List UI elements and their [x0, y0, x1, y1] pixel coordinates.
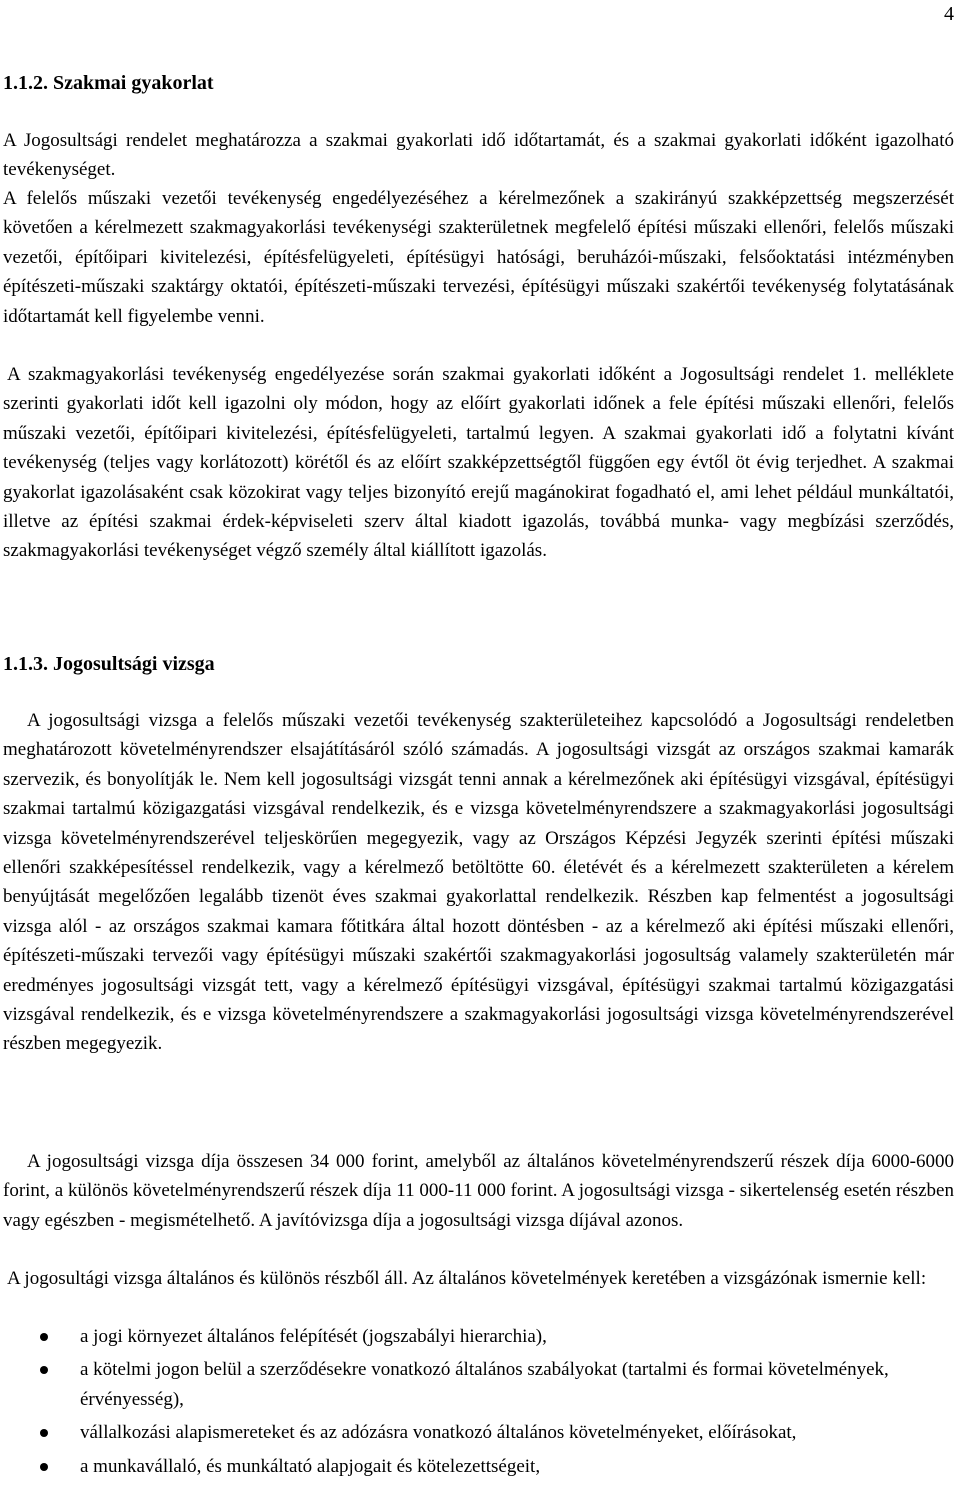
list-item-text: vállalkozási alapismereteket és az adózásra vonatkozó általános követelményeket, előírásokat, — [80, 1422, 797, 1444]
paragraph: A felelős műszaki vezetői tevékenység engedélyezéséhez a kérelmezőnek a szakirányú szakképzettség megszerzését követően a kérelmezett szakmagyakorlási tevékenységi szakterületnek megfelelő építési műszaki ellenőri, felelős műszaki vezetői, építőipari kivitelezési, építésfelügyeleti, építésügyi hatósági, beruházói-műszaki, felsőoktatási intézményben építészeti-műszaki szaktárgy oktatói, építészeti-műszaki tervezési, építésügyi műszaki szakértői tevékenység folytatásának időtartamát kell figyelembe venni. — [3, 188, 954, 327]
list-item — [3, 1418, 954, 1447]
list-item-text: a munkavállaló, és munkáltató alapjogait és kötelezettségeit, — [80, 1455, 541, 1477]
bullet-icon — [40, 1333, 48, 1341]
paragraph: A szakmagyakorlási tevékenység engedélyezése során szakmai gyakorlati időként a Jogosultsági rendelet 1. melléklete szerinti gyakorlati időt kell igazolni oly módon, hogy az előírt gyakorlati időnek a fele építési műszaki ellenőri, felelős műszaki vezetői, építőipari kivitelezési, építésfelügyeleti, tartalmú legyen. A szakmai gyakorlati idő a folytatni kívánt tevékenység (teljes vagy korlátozott) körétől és az előírt szakképzettségtől függően egy évtől öt évig terjedhet. A szakmai gyakorlat igazolásaként csak közokirat vagy teljes bizonyító erejű magánokirat fogadható el, ami lehet például munkáltatói, illetve az építési szakmai érdek-képviseleti szerv által kiadott igazolás, továbbá munka- vagy megbízási szerződés, szakmagyakorlási tevékenységet végző személy által kiállított igazolás. — [3, 364, 954, 562]
paragraph: A jogosultági vizsga általános és különös részből áll. Az általános követelmények keretében a vizsgázónak ismernie kell: — [7, 1268, 927, 1289]
section-heading-jogosultsagi-vizsga: 1.1.3. Jogosultsági vizsga — [3, 653, 215, 675]
paragraph: A Jogosultsági rendelet meghatározza a szakmai gyakorlati idő időtartamát, és a szakmai gyakorlati időként igazolható tevékenységet. — [3, 130, 954, 181]
paragraph: A jogosultsági vizsga díja összesen 34 000 forint, amelyből az általános követelményrendszerű részek díja 6000-6000 forint, a különös követelményrendszerű részek díja 11 000-11 000 forint. A jogosultsági vizsga - sikertelenség esetén részben vagy egészben - megismételhető. A javítóvizsga díja a jogosultsági vizsga díjával azonos. — [3, 1151, 954, 1231]
paragraph: A jogosultsági vizsga a felelős műszaki vezetői tevékenység szakterületeihez kapcsolódó a Jogosultsági rendeletben meghatározott követelményrendszer elsajátításáról szóló számadás. A jogosultsági vizsgát az országos szakmai kamarák szervezik, és bonyolítják le. Nem kell jogosultsági vizsgát tenni annak a kérelmezőnek aki építésügyi vizsgával, építésügyi szakmai tartalmú közigazgatási vizsgával rendelkezik, és e vizsga követelményrendszere a szakmagyakorlási jogosultsági vizsga követelményrendszerével teljeskörűen megegyezik, vagy az Országos Képzési Jegyzék szerinti építési műszaki ellenőri szakképesítéssel rendelkezik, vagy a kérelmező betöltötte 60. életévét és a kérelmezett szakterületen a kérelem benyújtását megelőzően legalább tizenöt éves szakmai gyakorlattal rendelkezik. Részben kap felmentést a jogosultsági vizsga alól - az országos szakmai kamara főtitkára által hozott döntésben - az a kérelmező aki építési műszaki ellenőri, építészeti-műszaki tervezői vagy építésügyi műszaki szakértői szakmagyakorlási jogosultság valamely szakterületén már eredményes jogosultsági vizsgát tett, vagy a kérelmező építésügyi vizsgával, építésügyi szakmai tartalmú közigazgatási vizsgával rendelkezik, és e vizsga követelményrendszere a szakmagyakorlási jogosultsági vizsga követelményrendszerével részben megegyezik. — [3, 710, 954, 1055]
list-item — [3, 1355, 954, 1414]
list-item — [3, 1322, 954, 1351]
page-number: 4 — [944, 3, 954, 25]
list-item — [3, 1452, 954, 1481]
bullet-icon — [40, 1463, 48, 1471]
bullet-icon — [40, 1429, 48, 1437]
bullet-icon — [40, 1366, 48, 1374]
requirements-list — [3, 1322, 954, 1485]
list-item-text: a jogi környezet általános felépítését (jogszabályi hierarchia), — [80, 1326, 547, 1347]
section-heading-szakmai-gyakorlat: 1.1.2. Szakmai gyakorlat — [3, 72, 214, 94]
list-item-text: a kötelmi jogon belül a szerződésekre vonatkozó általános szabályokat (tartalmi és formai követelmények, érvényesség), — [80, 1359, 889, 1410]
